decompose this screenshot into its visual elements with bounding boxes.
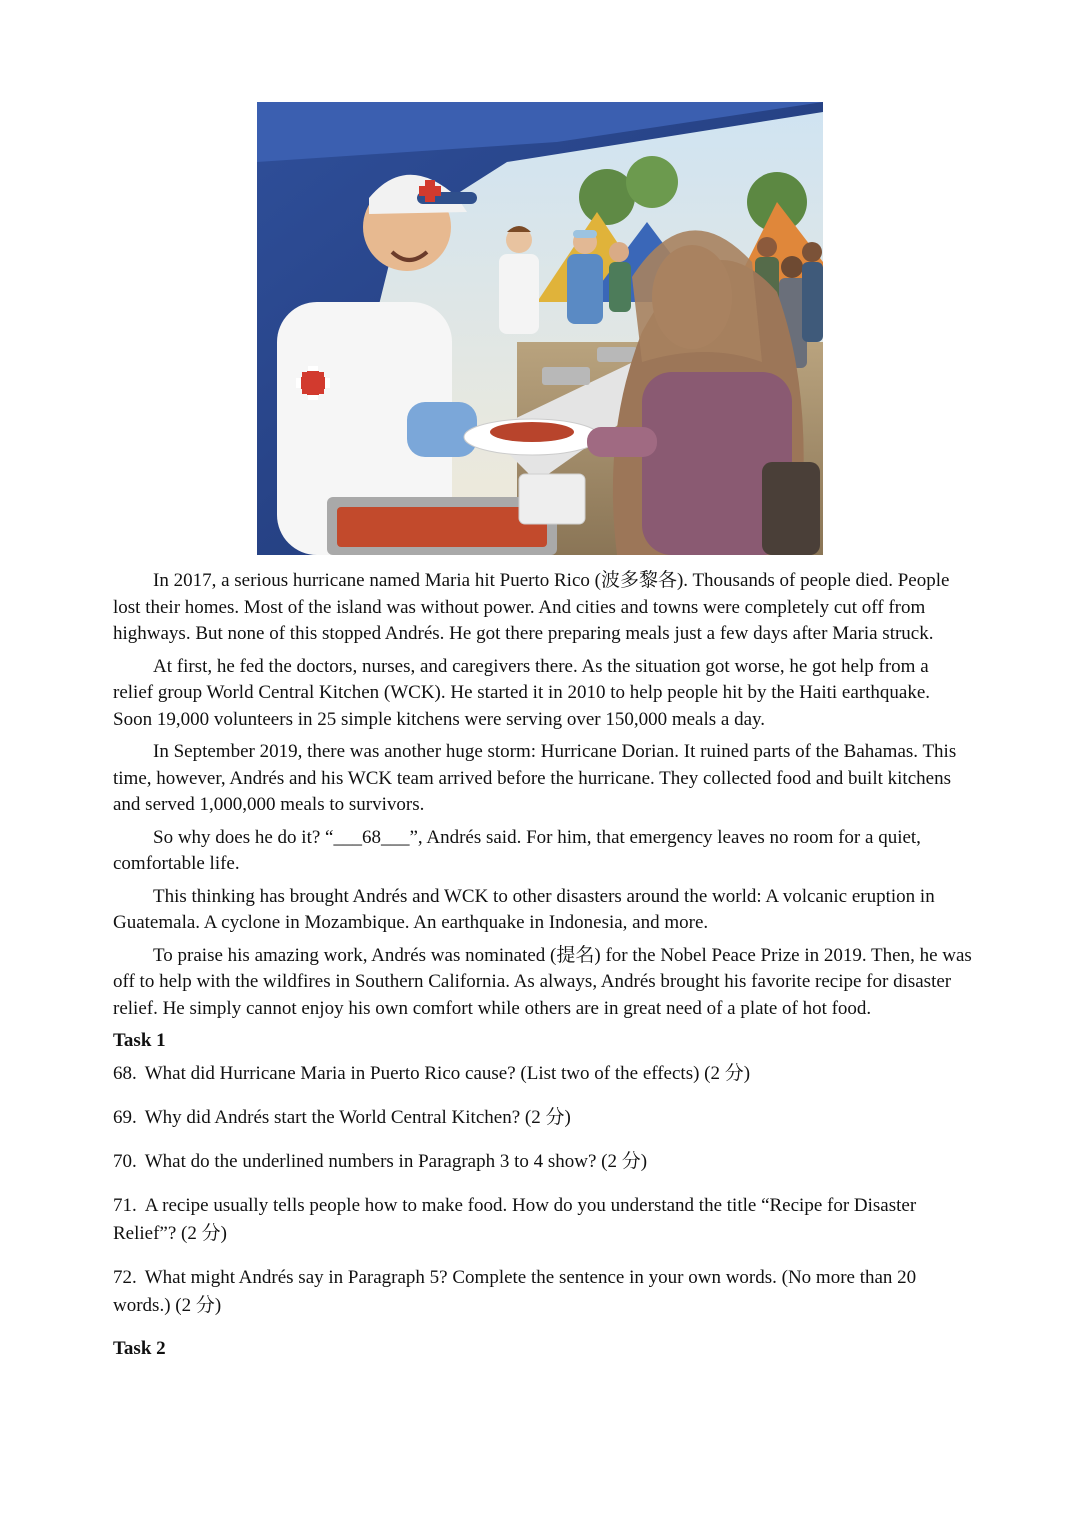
task-2-heading: Task 2 (113, 1338, 166, 1359)
question-number: 68. (113, 1063, 137, 1084)
question-number: 69. (113, 1107, 137, 1128)
question-number: 71. (113, 1195, 137, 1216)
question-72 (113, 1264, 973, 1320)
paragraph-3: In September 2019, there was another huge storm: Hurricane Dorian. It ruined parts of the Bahamas. This time, however, Andrés and his WCK team arrived before the hurricane. They collected food and built kitchens and served 1,000,000 meals to survivors. (113, 741, 957, 815)
paragraph-5: This thinking has brought Andrés and WCK to other disasters around the world: A volcanic eruption in Guatemala. A cyclone in Mozambique. An earthquake in Indonesia, and more. (113, 885, 935, 933)
plate-food (490, 422, 574, 442)
question-68 (113, 1060, 973, 1088)
paragraph-4: So why does he do it? “___68___”, Andrés said. For him, that emergency leaves no room for a quiet, comfortable life. (113, 826, 921, 874)
volunteer (609, 242, 631, 312)
food-relief-scene-illustration (257, 102, 823, 555)
paragraph-1: In 2017, a serious hurricane named Maria hit Puerto Rico (波多黎各). Thousands of people died. People lost their homes. Most of the island was without power. And cities and towns were completely cut off from highways. But none of this stopped Andrés. He got there preparing meals just a few days after Maria struck. (113, 570, 950, 644)
question-69 (113, 1104, 973, 1132)
task-1-heading: Task 1 (113, 1030, 166, 1051)
food-tray (597, 347, 637, 362)
question-70 (113, 1148, 973, 1176)
question-text: A recipe usually tells people how to make food. How do you understand the title “Recipe for Disaster Relief”? (2 分) (113, 1195, 917, 1244)
plate-stack (519, 474, 585, 524)
question-number: 72. (113, 1267, 137, 1288)
illustration (257, 102, 823, 555)
tree (626, 156, 678, 208)
question-text: Why did Andrés start the World Central Kitchen? (2 分) (144, 1107, 571, 1128)
paragraph-6: To praise his amazing work, Andrés was nominated (提名) for the Nobel Peace Prize in 2019. Then, he was off to help with the wildfires in Southern California. As always, Andrés brought his favorite recipe for disaster relief. He simply cannot enjoy his own comfort while others are in great need of a plate of hot food. (113, 944, 972, 1019)
pan-food (337, 507, 547, 547)
paragraph-2: At first, he fed the doctors, nurses, and caregivers there. As the situation got worse, he got help from a relief group World Central Kitchen (WCK). He started it in 2010 to help people hit by the Haiti earthquake. Soon 19,000 volunteers in 25 simple kitchens were serving over 150,000 meals a day. (113, 655, 930, 730)
question-number: 70. (113, 1151, 137, 1172)
question-text: What do the underlined numbers in Paragraph 3 to 4 show? (2 分) (144, 1151, 648, 1172)
question-text: What might Andrés say in Paragraph 5? Complete the sentence in your own words. (No more than 20 words.) (2 分) (113, 1267, 917, 1316)
question-71 (113, 1192, 973, 1248)
article (113, 568, 973, 1368)
question-text: What did Hurricane Maria in Puerto Rico cause? (List two of the effects) (2 分) (144, 1063, 751, 1084)
food-tray (542, 367, 590, 385)
